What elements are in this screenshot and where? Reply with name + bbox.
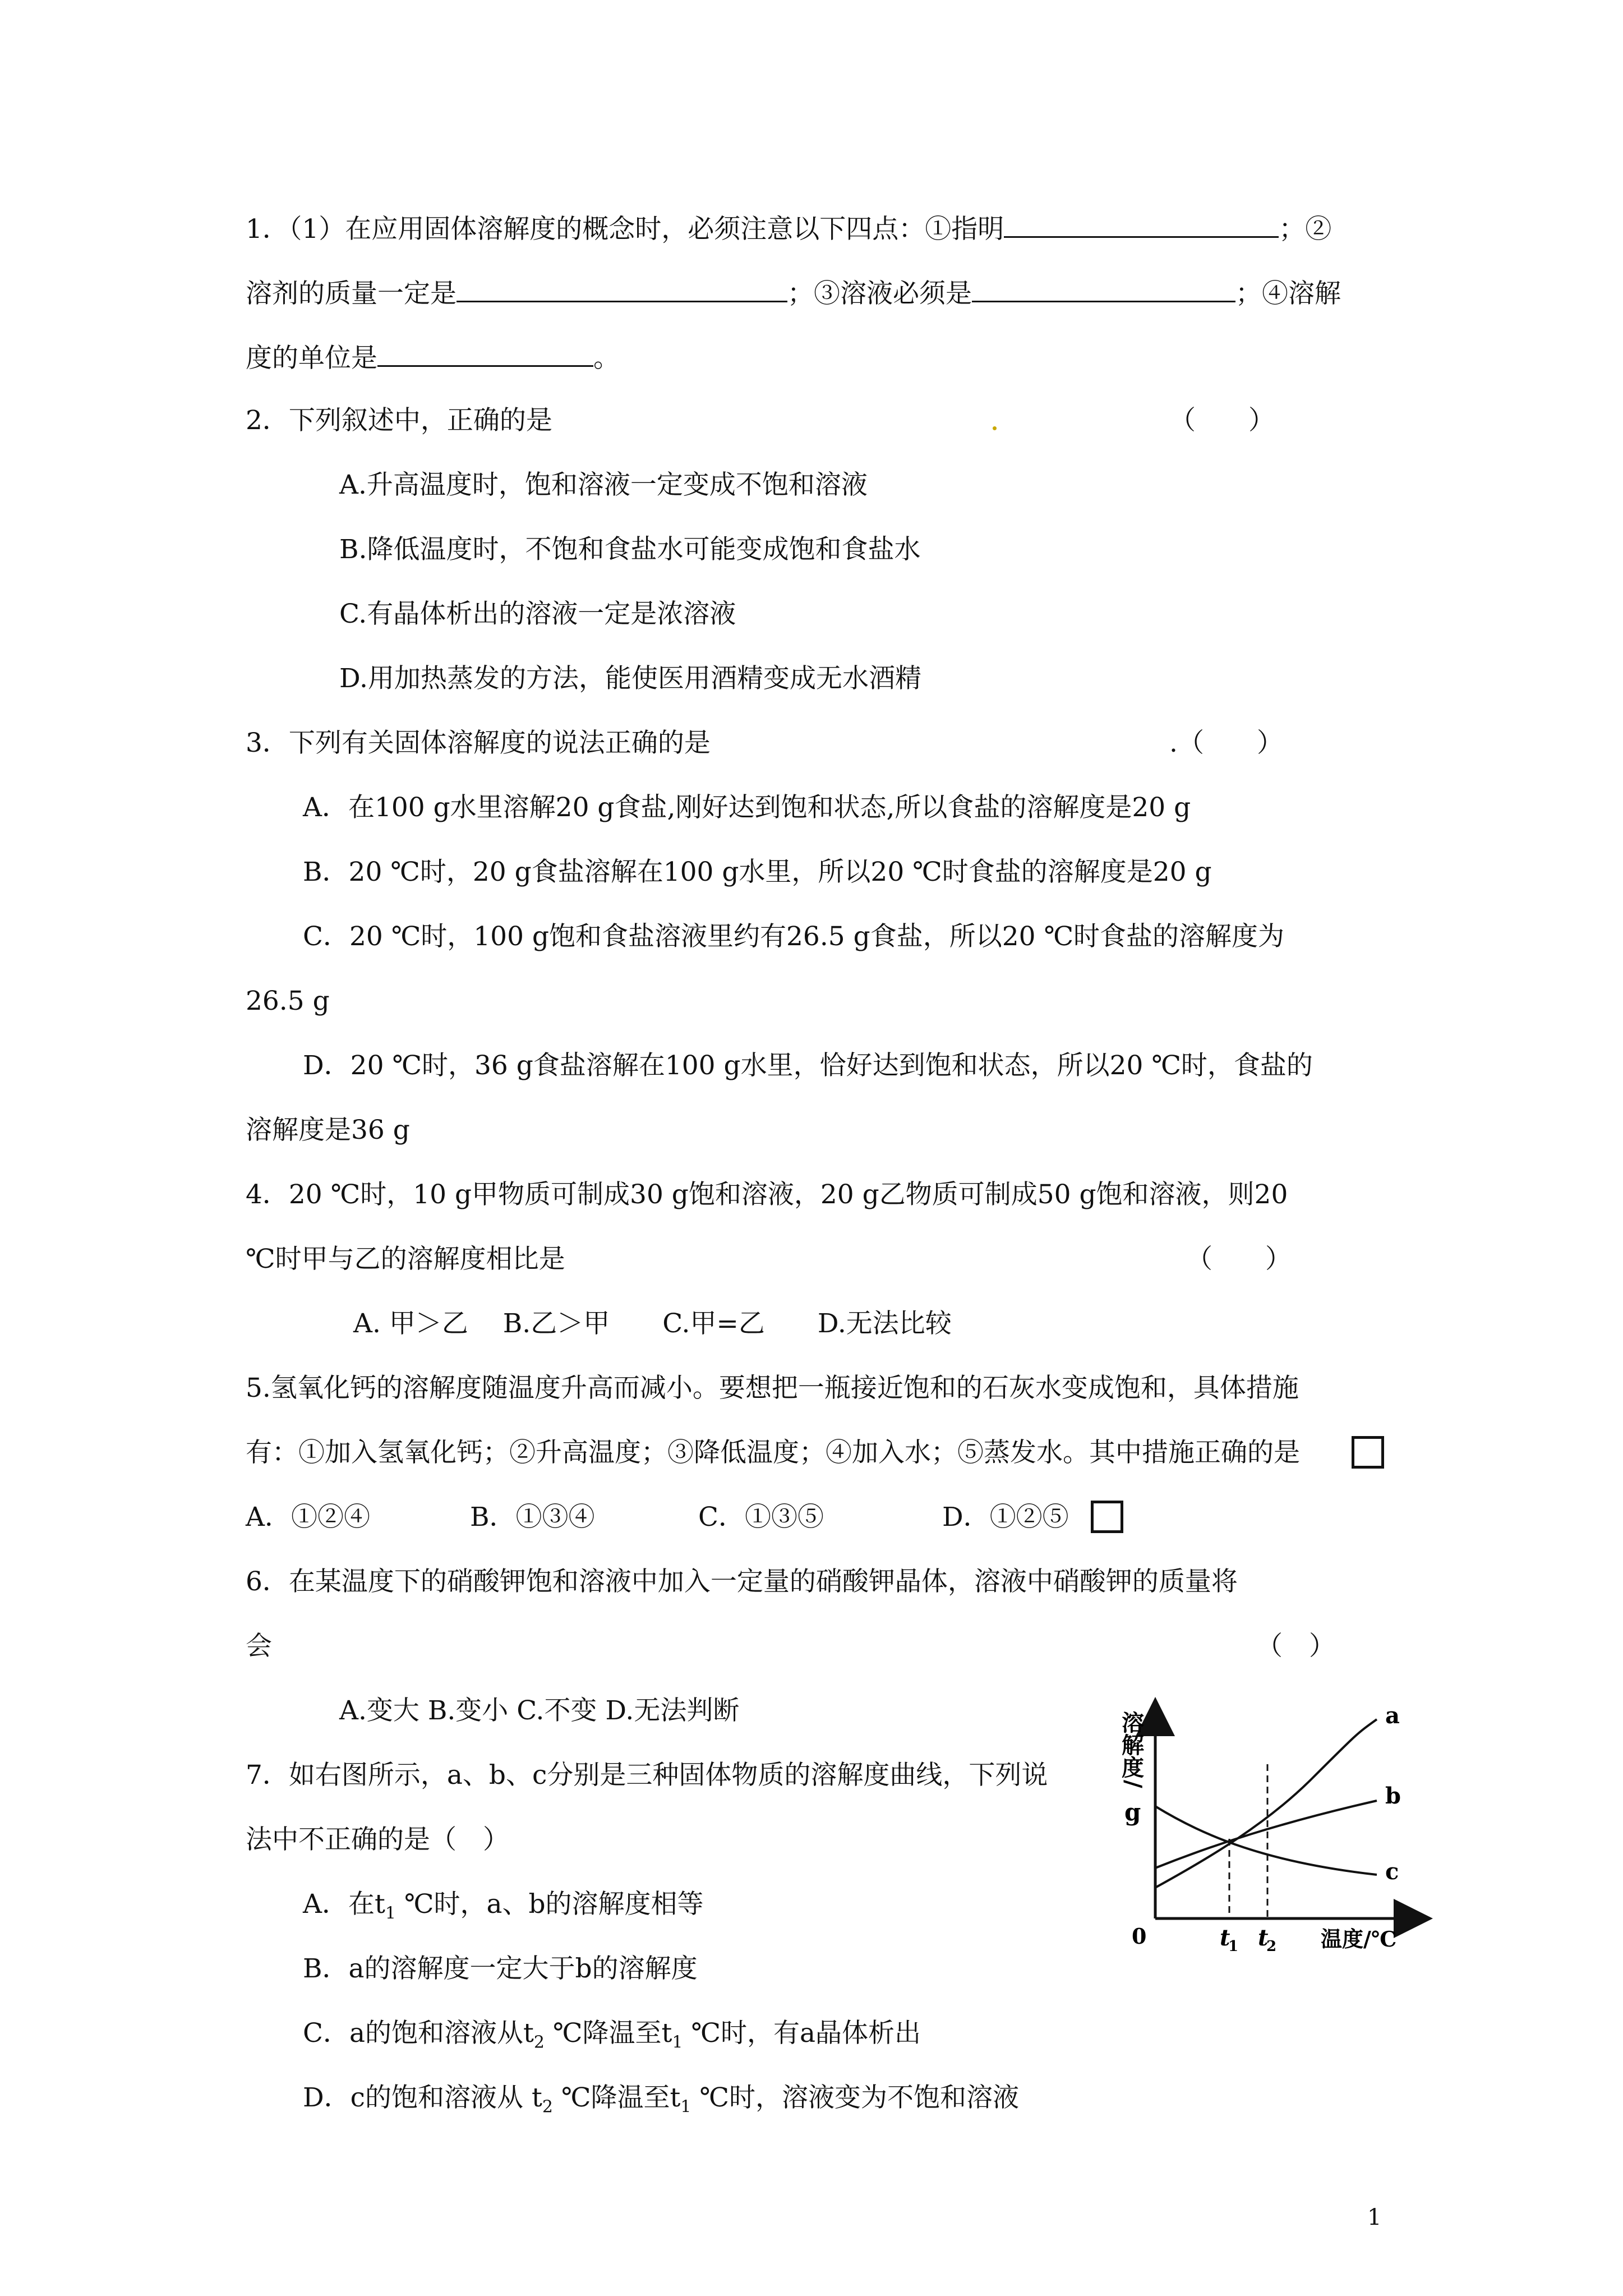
q3-option-d-1: D．20 ℃时，36 g食盐溶解在100 g水里，恰好达到饱和状态，所以20 ℃时，食盐的 <box>303 1050 1313 1081</box>
curve-a <box>1155 1719 1377 1888</box>
y-axis-label-4: / <box>1120 1780 1146 1788</box>
q1-blank-2[interactable] <box>457 275 787 302</box>
q3-option-c-2: 26.5 g <box>246 986 330 1016</box>
t1-subscript: 1 <box>1228 1938 1239 1955</box>
q7-text: ℃时，a、b的溶解度相等 <box>395 1889 704 1920</box>
subscript: 1 <box>680 2097 691 2117</box>
q4-stem-2: ℃时甲与乙的溶解度相比是 <box>246 1244 565 1274</box>
y-axis-label-5: g <box>1124 1798 1141 1826</box>
q2-stem: 2．下列叙述中，正确的是 <box>246 405 552 436</box>
origin-label: 0 <box>1132 1924 1147 1949</box>
q2-option-a: A.升高温度时，饱和溶液一定变成不饱和溶液 <box>339 470 868 500</box>
q6-options: A.变大 B.变小 C.不变 D.无法判断 <box>339 1695 740 1726</box>
q5-option-c: C．①③⑤ <box>698 1502 824 1533</box>
q6-answer-paren[interactable]: （ ） <box>1256 1631 1335 1662</box>
q5-stem-2: 有：①加入氢氧化钙；②升高温度；③降低温度；④加入水；⑤蒸发水。其中措施正确的是 <box>246 1437 1300 1468</box>
q4-options: A. 甲＞乙 B.乙＞甲 C.甲=乙 D.无法比较 <box>353 1308 952 1339</box>
curve-b <box>1155 1801 1377 1868</box>
curve-c-label: c <box>1385 1858 1399 1885</box>
curve-a-label: a <box>1385 1703 1400 1729</box>
subscript: 2 <box>542 2097 553 2117</box>
q6-stem-2: 会 <box>246 1631 272 1662</box>
t1-label: t <box>1220 1925 1230 1951</box>
page-number: 1 <box>1367 2205 1382 2230</box>
q7-text: ℃降温至t <box>552 2082 681 2113</box>
q5-stem-1: 5.氢氧化钙的溶解度随温度升高而减小。要想把一瓶接近饱和的石灰水变成饱和，具体措施 <box>246 1373 1299 1404</box>
q2-option-c: C.有晶体析出的溶液一定是浓溶液 <box>339 599 736 629</box>
q1-line-1 <box>246 210 1331 246</box>
y-axis-label-2: 解 <box>1122 1732 1144 1759</box>
q3-option-b: B．20 ℃时，20 g食盐溶解在100 g水里，所以20 ℃时食盐的溶解度是20 g <box>303 857 1212 887</box>
q4-answer-paren[interactable]: （ ） <box>1186 1244 1292 1274</box>
q1-text: ；③溶液必须是 <box>787 278 972 309</box>
q5-answer-box[interactable] <box>1352 1436 1384 1469</box>
q1-text: 1．（1）在应用固体溶解度的概念时，必须注意以下四点：①指明 <box>246 214 1004 245</box>
q1-line-2 <box>246 275 1341 311</box>
q7-option-d <box>303 2081 1019 2124</box>
y-axis-label-3: 度 <box>1122 1755 1144 1781</box>
t2-subscript: 2 <box>1266 1938 1277 1955</box>
q5-option-a: A．①②④ <box>246 1502 370 1533</box>
q5-option-d: D．①②⑤ <box>942 1502 1069 1533</box>
q3-option-a: A．在100 g水里溶解20 g食盐,刚好达到饱和状态,所以食盐的溶解度是20 g <box>303 792 1191 823</box>
q7-option-a <box>303 1888 704 1930</box>
q7-option-c <box>303 2017 921 2059</box>
q7-text: C．a的饱和溶液从t <box>303 2018 534 2049</box>
q6-stem-1: 6．在某温度下的硝酸钾饱和溶液中加入一定量的硝酸钾晶体，溶液中硝酸钾的质量将 <box>246 1566 1238 1597</box>
q3-option-c-1: C．20 ℃时，100 g饱和食盐溶液里约有26.5 g食盐，所以20 ℃时食盐的溶解度为 <box>303 921 1285 952</box>
solubility-curve-figure <box>1099 1694 1436 1958</box>
q3-stem: 3．下列有关固体溶解度的说法正确的是 <box>246 728 711 758</box>
q1-text: 度的单位是 <box>246 343 377 374</box>
curve-c <box>1155 1806 1377 1875</box>
q1-blank-3[interactable] <box>972 275 1235 302</box>
q7-stem-2: 法中不正确的是（ ） <box>246 1824 509 1855</box>
q7-stem-1: 7．如右图所示，a、b、c分别是三种固体物质的溶解度曲线，下列说 <box>246 1760 1048 1791</box>
q7-text: ℃时，有a晶体析出 <box>683 2018 921 2049</box>
q7-text: A．在t <box>303 1889 385 1920</box>
q2-option-d: D.用加热蒸发的方法，能使医用酒精变成无水酒精 <box>339 663 921 694</box>
q1-line-3 <box>246 339 620 375</box>
q7-option-b: B．a的溶解度一定大于b的溶解度 <box>303 1953 698 1984</box>
q1-text: 。 <box>593 343 620 374</box>
q1-text: ；② <box>1279 214 1332 245</box>
q1-blank-4[interactable] <box>377 339 593 367</box>
q2-answer-paren[interactable]: （ ） <box>1169 405 1275 436</box>
q1-text: 溶剂的质量一定是 <box>246 278 457 309</box>
q4-stem-1: 4．20 ℃时，10 g甲物质可制成30 g饱和溶液，20 g乙物质可制成50 g饱和溶液，则20 <box>246 1179 1288 1210</box>
q5-option-b: B．①③④ <box>470 1502 595 1533</box>
q5-answer-box-2[interactable] <box>1091 1501 1123 1533</box>
subscript: 1 <box>672 2032 683 2053</box>
curve-b-label: b <box>1385 1783 1401 1809</box>
x-axis-label: 温度/℃ <box>1321 1926 1397 1952</box>
subscript: 1 <box>385 1903 396 1924</box>
subscript: 2 <box>533 2032 545 2053</box>
q1-blank-1[interactable] <box>1004 210 1279 238</box>
q7-text: ℃时，溶液变为不饱和溶液 <box>691 2082 1019 2113</box>
q2-option-b: B.降低温度时，不饱和食盐水可能变成饱和食盐水 <box>339 534 921 565</box>
q3-option-d-2: 溶解度是36 g <box>246 1115 410 1145</box>
q3-answer-paren[interactable]: .（ ） <box>1169 728 1283 758</box>
q1-text: ；④溶解 <box>1235 278 1341 309</box>
y-axis-label-1: 溶 <box>1122 1710 1144 1736</box>
t2-label: t <box>1258 1925 1269 1951</box>
yellow-dot <box>993 426 997 430</box>
q7-text: ℃降温至t <box>544 2018 672 2049</box>
q7-text: D．c的饱和溶液从 t <box>303 2082 542 2113</box>
